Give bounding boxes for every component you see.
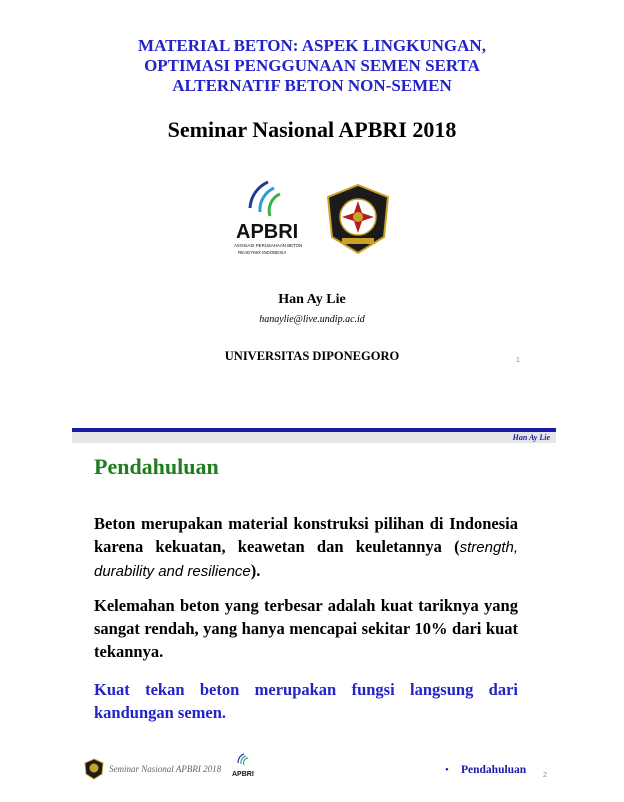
footer-seal-icon: [83, 758, 105, 780]
page-number-2: 2: [543, 772, 547, 779]
apbri-logo: [230, 178, 310, 258]
paragraph-intro-end: ).: [250, 561, 261, 580]
slide-title: MATERIAL BETON: ASPEK LINGKUNGAN, OPTIMASI PENGGUNAAN SEMEN SERTA ALTERNATIF BETON NON-SEMEN: [138, 36, 486, 95]
paragraph-intro: [94, 512, 518, 583]
section-heading: Pendahuluan: [94, 454, 219, 479]
author-name: Han Ay Lie: [278, 292, 346, 307]
footer-section-link[interactable]: Pendahuluan: [461, 764, 527, 776]
author-email: hanaylie@live.undip.ac.id: [259, 314, 365, 325]
paragraph-compressive: Kuat tekan beton merupakan fungsi langsung dari kandungan semen.: [94, 680, 518, 722]
header-author: Han Ay Lie: [512, 433, 550, 442]
footer-apbri-icon: [232, 752, 256, 780]
footer-seminar: Seminar Nasional APBRI 2018: [109, 764, 222, 774]
seminar-name: Seminar Nasional APBRI 2018: [167, 117, 457, 142]
footer-apbri-text: APBRI: [232, 771, 254, 778]
paragraph-intro-text: Beton merupakan material konstruksi pilihan di Indonesia karena kekuatan, keawetan dan keuletannya (: [94, 514, 518, 556]
apbri-logo-subtitle2: READYMIX INDONESIA: [238, 250, 287, 255]
page-number: 1: [516, 357, 520, 364]
university-name: UNIVERSITAS DIPONEGORO: [224, 349, 400, 363]
apbri-logo-subtitle: ASOSIASI PERUSAHAAN BETON: [234, 243, 303, 248]
paragraph-weakness: Kelemahan beton yang terbesar adalah kuat tariknya yang sangat rendah, yang hanya mencapai sekitar 10% dari kuat tekannya.: [94, 596, 518, 661]
undip-seal-logo: [322, 183, 394, 255]
paragraph-intro-italic: strength, durability and resilience: [94, 539, 518, 580]
footer-bullet: •: [445, 764, 449, 776]
apbri-logo-text: APBRI: [236, 221, 299, 243]
